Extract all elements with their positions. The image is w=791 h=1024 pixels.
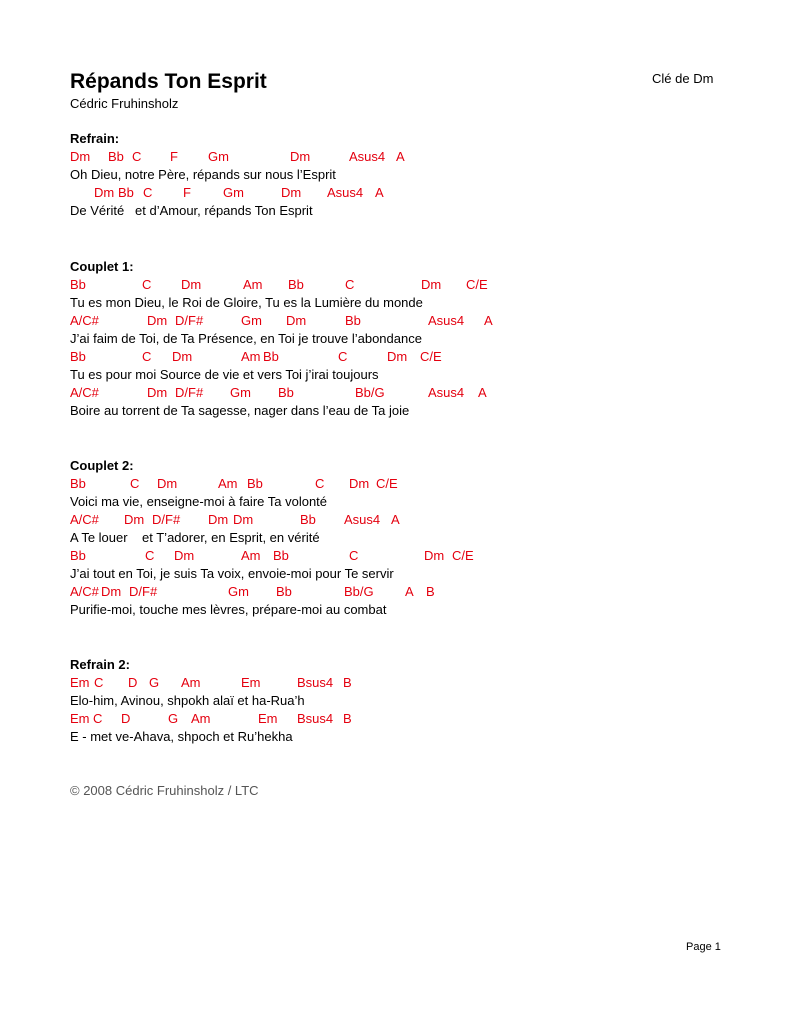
chord: Gm [223,185,244,200]
chord: A [478,385,487,400]
chord: D/F# [129,584,158,599]
chord: Dm [157,476,178,491]
chord: Bb [70,277,86,292]
chord: Asus4 [344,512,381,527]
chord: Dm [290,149,311,164]
chord: Dm [174,548,195,563]
lyric-line: A Te louer et T’adorer, en Esprit, en vérité [70,530,320,545]
chord: C [94,675,104,690]
chord: Bb/G [355,385,385,400]
chord: Dm [124,512,145,527]
chord: Bb/G [344,584,374,599]
chord: Bb [247,476,263,491]
chord: Dm [208,512,229,527]
chord: Em [258,711,278,726]
chord: C [93,711,103,726]
chord-line [70,547,474,565]
chord: C [130,476,140,491]
chord: A/C# [70,584,99,599]
chord: Gm [241,313,262,328]
chord: A [484,313,493,328]
chord: D/F# [175,313,204,328]
copyright-notice: © 2008 Cédric Fruhinsholz / LTC [70,783,259,798]
chord: Dm [421,277,442,292]
chord: F [170,149,178,164]
chord: Dm [147,385,168,400]
chord: Bsus4 [297,675,334,690]
song-title: Répands Ton Esprit [70,70,267,93]
chord: Am [181,675,201,690]
chord: F [183,185,191,200]
section-couplet-2 [70,457,474,619]
chord: C [345,277,355,292]
chord-line [70,276,488,294]
chord: Em [70,711,90,726]
lyric-line: J’ai tout en Toi, je suis Ta voix, envoie-moi pour Te servir [70,566,394,581]
lyric-line: Elo-him, Avinou, shpokh alaï et ha-Rua’h [70,693,305,708]
chord: Am [243,277,263,292]
chord: D [121,711,131,726]
chord: Dm [101,584,122,599]
chord: Bsus4 [297,711,334,726]
chord: Dm [387,349,408,364]
section-label: Couplet 2: [70,458,134,473]
chord: Asus4 [349,149,386,164]
chord: A/C# [70,512,99,527]
chord: Bb [108,149,124,164]
chord: A/C# [70,385,99,400]
chord-line [70,710,352,728]
chord: Asus4 [428,313,465,328]
chord: C [142,277,152,292]
lyric-line: Purifie-moi, touche mes lèvres, prépare-moi au combat [70,602,387,617]
chord: A [396,149,405,164]
chord: Bb [276,584,292,599]
section-label: Couplet 1: [70,259,134,274]
chord: D/F# [152,512,181,527]
chord: Dm [147,313,168,328]
chord: D/F# [175,385,204,400]
chord-line [70,348,442,366]
chord: Dm [181,277,202,292]
section-label: Refrain 2: [70,657,130,672]
chord: G [149,675,160,690]
section-refrain-2 [70,656,352,746]
lyric-line: Boire au torrent de Ta sagesse, nager dans l’eau de Ta joie [70,403,410,418]
lyric-line: Oh Dieu, notre Père, répands sur nous l’Esprit [70,167,336,182]
chord: Em [70,675,90,690]
chord: Dm [424,548,445,563]
chord: Bb [70,349,86,364]
chord: C/E [420,349,442,364]
chord-line [70,148,405,166]
chord: Gm [208,149,229,164]
section-refrain [70,130,405,220]
chord: Em [241,675,261,690]
chord: A [391,512,400,527]
chord: Bb [288,277,304,292]
lyric-line: Tu es mon Dieu, le Roi de Gloire, Tu es la Lumière du monde [70,295,423,310]
chord-line [70,475,398,493]
chord: Dm [172,349,193,364]
chord: B [426,584,435,599]
lyric-line: De Vérité et d’Amour, répands Ton Esprit [70,203,313,218]
chord: Asus4 [428,385,465,400]
chord-line [70,184,384,202]
chord: Am [241,548,261,563]
chord: C [145,548,155,563]
chord: Gm [230,385,251,400]
chord: Bb [278,385,294,400]
chord: B [343,675,352,690]
chord: Dm [281,185,302,200]
chord: Bb [273,548,289,563]
chord: Dm [70,149,91,164]
chord: Bb [263,349,279,364]
chord-line [70,511,400,529]
chord-line [70,312,493,330]
chord: B [343,711,352,726]
chord: Bb [70,476,86,491]
chord: A [405,584,414,599]
page-number: Page 1 [686,941,721,953]
chord: Dm [349,476,370,491]
chord: Bb [300,512,316,527]
chord: D [128,675,138,690]
chord-line [70,384,487,402]
chord: G [168,711,179,726]
song-author: Cédric Fruhinsholz [70,96,179,111]
chord: C [338,349,348,364]
chord: Bb [70,548,86,563]
song-key: Clé de Dm [652,71,714,86]
chord-line [70,674,352,692]
chord: A [375,185,384,200]
chord: C [132,149,142,164]
lyric-line: Tu es pour moi Source de vie et vers Toi j’irai toujours [70,367,379,382]
lyric-line: J’ai faim de Toi, de Ta Présence, en Toi je trouve l’abondance [70,331,422,346]
chord: C/E [466,277,488,292]
chord: Am [191,711,211,726]
section-couplet-1 [70,258,493,420]
chord: Dm [94,185,115,200]
chord: C [315,476,325,491]
chord: C [143,185,153,200]
lyric-line: E - met ve-Ahava, shpoch et Ru’hekha [70,729,293,744]
chord: Dm [233,512,254,527]
lyric-line: Voici ma vie, enseigne-moi à faire Ta volonté [70,494,328,509]
chord: C [142,349,152,364]
chord: C [349,548,359,563]
chord: Gm [228,584,249,599]
chord: Asus4 [327,185,364,200]
chord: C/E [452,548,474,563]
chord: Am [218,476,238,491]
chord: Bb [118,185,134,200]
chord: Am [241,349,261,364]
section-label: Refrain: [70,131,120,146]
chord-line [70,583,435,601]
chord: C/E [376,476,398,491]
chord: Bb [345,313,361,328]
chord: Dm [286,313,307,328]
chord: A/C# [70,313,99,328]
